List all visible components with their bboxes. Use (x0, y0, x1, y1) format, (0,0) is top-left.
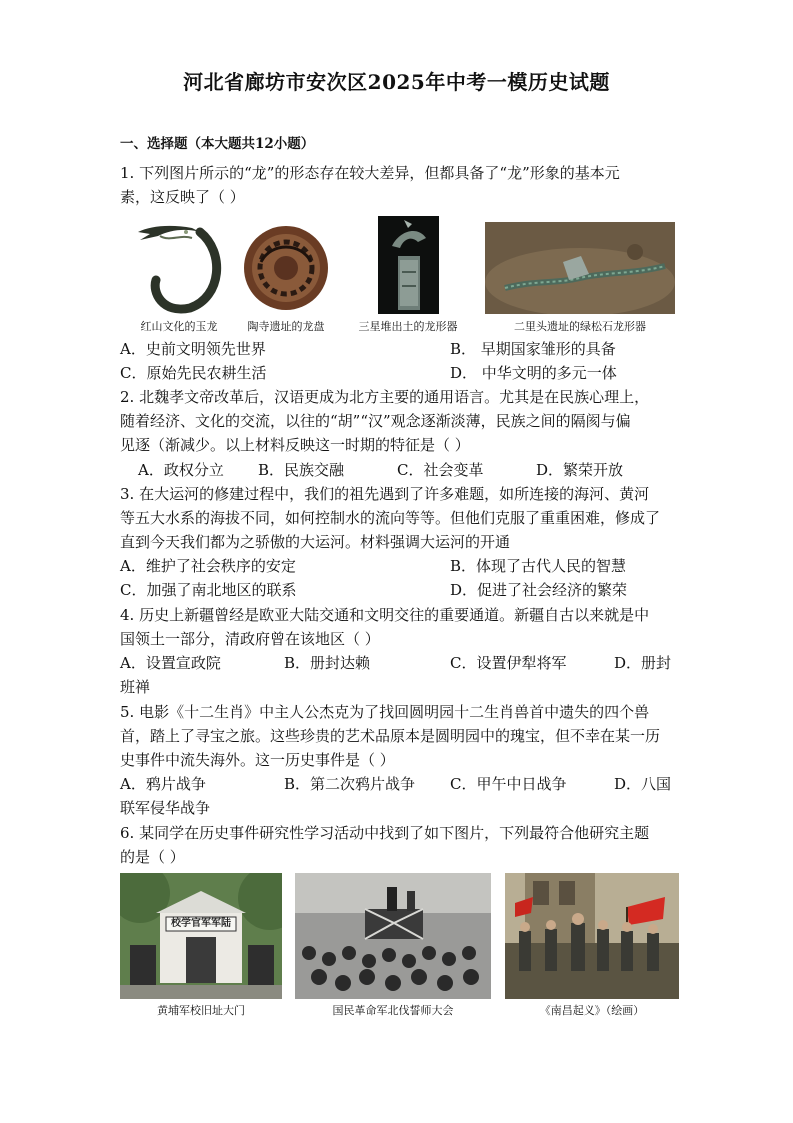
jade-dragon-image (130, 222, 228, 314)
q2-stem-line2: 随着经济、文化的交流，以往的“胡”“汉”观念逐渐淡薄，民族之间的隔阂与偏 (120, 412, 631, 430)
turquoise-dragon-image (485, 222, 675, 314)
q1-option-b[interactable]: B． 早期国家雏形的具备 (450, 340, 616, 358)
q5-option-c[interactable]: C．甲午中日战争 (450, 775, 567, 793)
q5-option-a[interactable]: A．鸦片战争 (120, 775, 206, 793)
section-header: 一、选择题（本大题共12小题） (120, 136, 315, 152)
q4-option-a[interactable]: A．设置宣政院 (120, 654, 221, 672)
q5-stem-line3: 史事件中流失海外。这一历史事件是（ ） (120, 751, 395, 769)
q1-option-a[interactable]: A．史前文明领先世界 (120, 340, 266, 358)
q2-option-a[interactable]: A．政权分立 (138, 461, 224, 479)
q1-stem-line2: 素，这反映了（ ） (120, 188, 245, 206)
q6-stem-line2: 的是（ ） (120, 848, 185, 866)
q6-caption-2: 国民革命军北伐誓师大会 (332, 1004, 454, 1017)
q4-option-d[interactable]: D．册封 (614, 654, 672, 672)
q3-option-a[interactable]: A．维护了社会秩序的安定 (120, 557, 296, 575)
q5-stem-line2: 首，踏上了寻宝之旅。这些珍贵的艺术品原本是圆明园中的瑰宝，但不幸在某一历 (120, 727, 661, 745)
q1-stem-line1: 1. 下列图片所示的“龙”的形态存在较大差异，但都具备了“龙”形象的基本元 (120, 164, 620, 182)
q1-caption-1: 红山文化的玉龙 (140, 320, 218, 333)
q2-option-d[interactable]: D．繁荣开放 (536, 461, 624, 479)
q1-caption-3: 三星堆出土的龙形器 (358, 320, 458, 333)
q4-option-b[interactable]: B．册封达赖 (284, 654, 371, 672)
q4-stem-line1: 4. 历史上新疆曾经是欧亚大陆交通和文明交往的重要通道。新疆自古以来就是中 (120, 606, 650, 624)
q4-stem-line2: 国领土一部分，清政府曾在该地区（ ） (120, 630, 380, 648)
q1-caption-2: 陶寺遗址的龙盘 (247, 320, 325, 333)
q5-stem-line1: 5. 电影《十二生肖》中主人公杰克为了找回圆明园十二生肖兽首中遗失的四个兽 (120, 703, 650, 721)
q3-option-c[interactable]: C．加强了南北地区的联系 (120, 581, 297, 599)
page-title: 河北省廊坊市安次区2025年中考一模历史试题 (183, 70, 610, 94)
dragon-plate-image (241, 222, 331, 314)
q5-option-b[interactable]: B．第二次鸦片战争 (284, 775, 416, 793)
q2-option-b[interactable]: B．民族交融 (258, 461, 345, 479)
q4-option-c[interactable]: C．设置伊犁将军 (450, 654, 567, 672)
q6-caption-3: 《南昌起义》（绘画） (539, 1004, 645, 1017)
gate-sign-text: 校学官军军陆 (171, 918, 231, 929)
q2-stem-line1: 2. 北魏孝文帝改革后，汉语更成为北方主要的通用语言。尤其是在民族心理上， (120, 388, 650, 406)
nanchang-uprising-painting-image (505, 873, 679, 999)
q2-stem-line3: 见逐（渐减少。以上材料反映这一时期的特征是（ ） (120, 436, 470, 454)
q6-caption-1: 黄埔军校旧址大门 (157, 1004, 245, 1017)
q5-option-d-wrap: 联军侵华战争 (120, 799, 211, 817)
q2-option-c[interactable]: C．社会变革 (397, 461, 484, 479)
q3-stem-line3: 直到今天我们都为之骄傲的大运河。材料强调大运河的开通 (120, 533, 511, 551)
q4-option-d-wrap: 班禅 (120, 678, 151, 696)
q1-option-c[interactable]: C．原始先民农耕生活 (120, 364, 267, 382)
northern-expedition-rally-image (295, 873, 491, 999)
whampoa-gate-image (120, 873, 282, 999)
bronze-dragon-image (378, 216, 439, 314)
q3-option-d[interactable]: D．促进了社会经济的繁荣 (450, 581, 628, 599)
q6-stem-line1: 6. 某同学在历史事件研究性学习活动中找到了如下图片，下列最符合他研究主题 (120, 824, 650, 842)
q1-option-d[interactable]: D． 中华文明的多元一体 (450, 364, 617, 382)
q3-option-b[interactable]: B．体现了古代人民的智慧 (450, 557, 627, 575)
q5-option-d[interactable]: D．八国 (614, 775, 672, 793)
q3-stem-line1: 3. 在大运河的修建过程中，我们的祖先遇到了许多难题，如所连接的海河、黄河 (120, 485, 650, 503)
q1-caption-4: 二里头遗址的绿松石龙形器 (514, 320, 646, 333)
q3-stem-line2: 等五大水系的海拔不同，如何控制水的流向等等。但他们克服了重重困难，修成了 (120, 509, 661, 527)
